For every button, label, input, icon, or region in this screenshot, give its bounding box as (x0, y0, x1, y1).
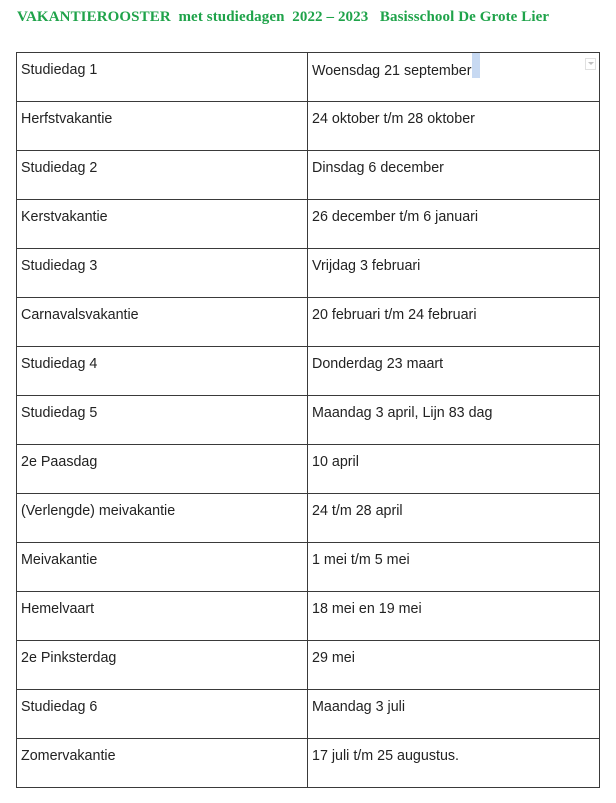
event-cell[interactable] (17, 53, 308, 102)
event-cell[interactable] (17, 494, 308, 543)
date-cell[interactable] (308, 641, 600, 690)
date-label: 29 mei (312, 650, 355, 666)
date-label: 18 mei en 19 mei (312, 601, 422, 617)
table-row (17, 494, 600, 543)
event-label: 2e Paasdag (21, 454, 98, 470)
table-row (17, 690, 600, 739)
event-cell[interactable] (17, 396, 308, 445)
event-label: Herfstvakantie (21, 111, 113, 127)
date-label: Donderdag 23 maart (312, 356, 444, 372)
chevron-down-icon[interactable] (585, 58, 596, 70)
date-label: 17 juli t/m 25 augustus. (312, 748, 460, 764)
date-cell[interactable] (308, 494, 600, 543)
table-row (17, 53, 600, 102)
date-cell[interactable] (308, 53, 600, 102)
table-row (17, 151, 600, 200)
event-label: Studiedag 3 (21, 258, 98, 274)
event-cell[interactable] (17, 249, 308, 298)
date-label: Maandag 3 juli (312, 699, 405, 715)
event-label: Zomervakantie (21, 748, 116, 764)
event-label: 2e Pinksterdag (21, 650, 117, 666)
event-label: Studiedag 4 (21, 356, 98, 372)
date-label: Maandag 3 april, Lijn 83 dag (312, 405, 493, 421)
schedule-body (17, 53, 600, 788)
date-label: Vrijdag 3 februari (312, 258, 421, 274)
date-cell[interactable] (308, 592, 600, 641)
table-row (17, 739, 600, 788)
event-cell[interactable] (17, 543, 308, 592)
date-cell[interactable] (308, 445, 600, 494)
event-label: Studiedag 2 (21, 160, 98, 176)
table-row (17, 249, 600, 298)
event-cell[interactable] (17, 690, 308, 739)
table-row (17, 543, 600, 592)
table-row (17, 641, 600, 690)
event-label: Meivakantie (21, 552, 98, 568)
date-cell[interactable] (308, 151, 600, 200)
event-cell[interactable] (17, 739, 308, 788)
event-cell[interactable] (17, 641, 308, 690)
date-label: 20 februari t/m 24 februari (312, 307, 477, 323)
event-cell[interactable] (17, 298, 308, 347)
date-label: Woensdag 21 september (312, 63, 472, 79)
event-label: Kerstvakantie (21, 209, 108, 225)
date-label: 1 mei t/m 5 mei (312, 552, 410, 568)
event-label: Carnavalsvakantie (21, 307, 139, 323)
table-row (17, 102, 600, 151)
date-cell[interactable] (308, 396, 600, 445)
event-cell[interactable] (17, 151, 308, 200)
date-label: 10 april (312, 454, 359, 470)
date-cell[interactable] (308, 739, 600, 788)
date-label: 24 oktober t/m 28 oktober (312, 111, 475, 127)
event-label: (Verlengde) meivakantie (21, 503, 176, 519)
event-cell[interactable] (17, 445, 308, 494)
table-row (17, 445, 600, 494)
event-label: Studiedag 5 (21, 405, 98, 421)
table-row (17, 347, 600, 396)
event-cell[interactable] (17, 592, 308, 641)
date-cell[interactable] (308, 347, 600, 396)
table-row (17, 396, 600, 445)
event-label: Studiedag 6 (21, 699, 98, 715)
date-cell[interactable] (308, 249, 600, 298)
date-cell[interactable] (308, 690, 600, 739)
date-cell[interactable] (308, 102, 600, 151)
event-cell[interactable] (17, 347, 308, 396)
vacation-schedule-table (16, 52, 600, 788)
event-label: Hemelvaart (21, 601, 95, 617)
event-cell[interactable] (17, 200, 308, 249)
date-cell[interactable] (308, 543, 600, 592)
event-label: Studiedag 1 (21, 62, 98, 78)
date-label: Dinsdag 6 december (312, 160, 444, 176)
text-selection-highlight (472, 53, 480, 78)
page-title: VAKANTIEROOSTER met studiedagen 2022 – 2023 Basisschool De Grote Lier (17, 9, 550, 25)
table-row (17, 298, 600, 347)
date-cell[interactable] (308, 298, 600, 347)
table-row (17, 200, 600, 249)
date-label: 26 december t/m 6 januari (312, 209, 479, 225)
date-cell[interactable] (308, 200, 600, 249)
table-row (17, 592, 600, 641)
event-cell[interactable] (17, 102, 308, 151)
date-label: 24 t/m 28 april (312, 503, 403, 519)
